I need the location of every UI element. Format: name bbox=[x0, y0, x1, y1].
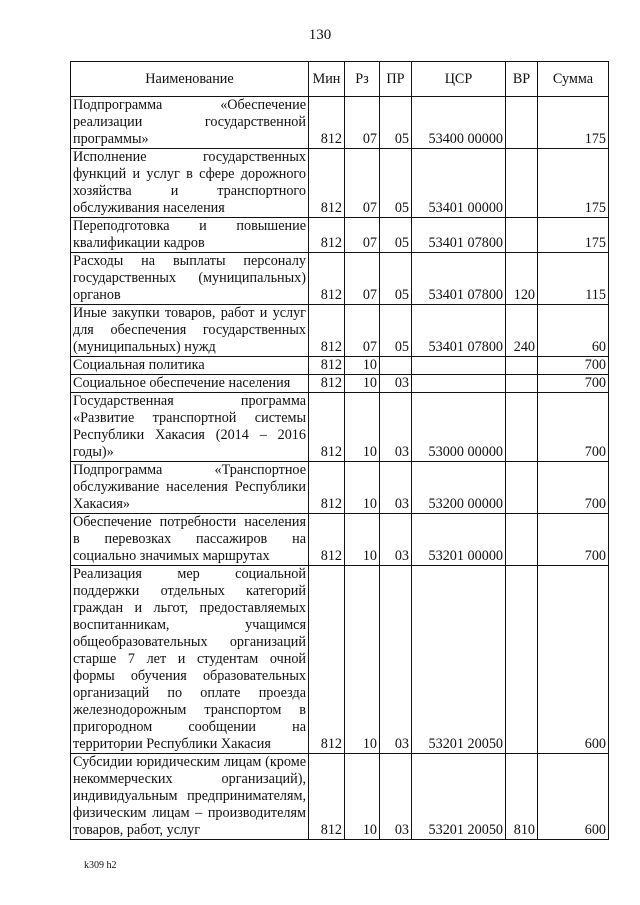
row-min: 812 bbox=[309, 149, 345, 218]
row-sum: 700 bbox=[538, 393, 609, 462]
row-rz: 10 bbox=[345, 393, 380, 462]
row-pr: 05 bbox=[380, 305, 412, 357]
row-sum: 175 bbox=[538, 97, 609, 149]
row-name: Субсидии юридическим лицам (кроме некоммерческих организаций), индивидуальным предпринимателям, физическим лицам – производителям товаров, работ, услуг bbox=[71, 754, 309, 840]
header-name: Наименование bbox=[71, 62, 309, 97]
header-csr: ЦСР bbox=[412, 62, 506, 97]
row-rz: 07 bbox=[345, 218, 380, 253]
header-vr: ВР bbox=[506, 62, 538, 97]
row-sum: 115 bbox=[538, 253, 609, 305]
row-csr: 53401 07800 bbox=[412, 218, 506, 253]
row-rz: 10 bbox=[345, 375, 380, 393]
row-name: Социальная политика bbox=[71, 357, 309, 375]
row-rz: 07 bbox=[345, 149, 380, 218]
row-csr: 53201 20050 bbox=[412, 754, 506, 840]
row-min: 812 bbox=[309, 357, 345, 375]
row-name: Расходы на выплаты персоналу государственных (муниципальных) органов bbox=[71, 253, 309, 305]
row-name: Социальное обеспечение населения bbox=[71, 375, 309, 393]
row-sum: 600 bbox=[538, 754, 609, 840]
row-vr bbox=[506, 149, 538, 218]
row-min: 812 bbox=[309, 393, 345, 462]
row-sum: 600 bbox=[538, 566, 609, 754]
table-row bbox=[71, 357, 609, 375]
row-csr bbox=[412, 375, 506, 393]
table-row bbox=[71, 97, 609, 149]
row-name: Переподготовка и повышение квалификации кадров bbox=[71, 218, 309, 253]
budget-table bbox=[70, 61, 609, 840]
table-body bbox=[71, 97, 609, 840]
row-vr: 120 bbox=[506, 253, 538, 305]
table-row bbox=[71, 754, 609, 840]
row-pr: 03 bbox=[380, 514, 412, 566]
row-name: Иные закупки товаров, работ и услуг для обеспечения государственных (муниципальных) нужд bbox=[71, 305, 309, 357]
row-name: Обеспечение потребности населения в перевозках пассажиров на социально значимых маршрутах bbox=[71, 514, 309, 566]
page-number: 130 bbox=[308, 27, 332, 43]
table-row bbox=[71, 305, 609, 357]
row-name: Подпрограмма «Транспортное обслуживание населения Республики Хакасия» bbox=[71, 462, 309, 514]
row-csr: 53401 00000 bbox=[412, 149, 506, 218]
table-row bbox=[71, 149, 609, 218]
row-min: 812 bbox=[309, 462, 345, 514]
row-name: Подпрограмма «Обеспечение реализации государственной программы» bbox=[71, 97, 309, 149]
row-sum: 60 bbox=[538, 305, 609, 357]
row-vr bbox=[506, 375, 538, 393]
row-pr: 03 bbox=[380, 754, 412, 840]
row-pr: 05 bbox=[380, 253, 412, 305]
row-min: 812 bbox=[309, 566, 345, 754]
row-csr: 53201 00000 bbox=[412, 514, 506, 566]
row-min: 812 bbox=[309, 253, 345, 305]
row-sum: 700 bbox=[538, 357, 609, 375]
row-name: Реализация мер социальной поддержки отдельных категорий граждан и льгот, предоставляемых воспитанникам, учащимся общеобразовательных организаций старше 7 лет и студентам очной формы обучения образовательных организаций по оплате проезда железнодорожным транспортом в пригородном сообщении на территории Республики Хакасия bbox=[71, 566, 309, 754]
row-rz: 07 bbox=[345, 253, 380, 305]
header-rz: Рз bbox=[345, 62, 380, 97]
row-vr bbox=[506, 97, 538, 149]
row-rz: 10 bbox=[345, 566, 380, 754]
row-name: Исполнение государственных функций и услуг в сфере дорожного хозяйства и транспортного обслуживания населения bbox=[71, 149, 309, 218]
row-name: Государственная программа «Развитие транспортной системы Республики Хакасия (2014 – 2016 годы)» bbox=[71, 393, 309, 462]
row-rz: 10 bbox=[345, 462, 380, 514]
row-min: 812 bbox=[309, 375, 345, 393]
row-min: 812 bbox=[309, 754, 345, 840]
header-pr: ПР bbox=[380, 62, 412, 97]
row-vr bbox=[506, 566, 538, 754]
row-sum: 700 bbox=[538, 514, 609, 566]
table-row bbox=[71, 253, 609, 305]
row-pr: 03 bbox=[380, 462, 412, 514]
header-sum: Сумма bbox=[538, 62, 609, 97]
row-sum: 700 bbox=[538, 462, 609, 514]
row-rz: 07 bbox=[345, 305, 380, 357]
row-vr bbox=[506, 357, 538, 375]
row-pr: 03 bbox=[380, 375, 412, 393]
row-csr bbox=[412, 357, 506, 375]
row-sum: 700 bbox=[538, 375, 609, 393]
row-pr: 05 bbox=[380, 97, 412, 149]
row-sum: 175 bbox=[538, 218, 609, 253]
table-row bbox=[71, 462, 609, 514]
row-vr bbox=[506, 462, 538, 514]
table-row bbox=[71, 218, 609, 253]
footer-code: k309 h2 bbox=[84, 860, 117, 871]
row-rz: 10 bbox=[345, 754, 380, 840]
row-vr bbox=[506, 514, 538, 566]
table-row bbox=[71, 566, 609, 754]
header-min: Мин bbox=[309, 62, 345, 97]
row-min: 812 bbox=[309, 514, 345, 566]
row-csr: 53201 20050 bbox=[412, 566, 506, 754]
row-min: 812 bbox=[309, 97, 345, 149]
row-csr: 53000 00000 bbox=[412, 393, 506, 462]
row-csr: 53400 00000 bbox=[412, 97, 506, 149]
row-rz: 10 bbox=[345, 357, 380, 375]
row-pr: 05 bbox=[380, 218, 412, 253]
row-vr bbox=[506, 393, 538, 462]
row-csr: 53200 00000 bbox=[412, 462, 506, 514]
row-sum: 175 bbox=[538, 149, 609, 218]
row-pr bbox=[380, 357, 412, 375]
table-row bbox=[71, 375, 609, 393]
row-rz: 10 bbox=[345, 514, 380, 566]
row-vr bbox=[506, 218, 538, 253]
table-row bbox=[71, 393, 609, 462]
row-vr: 810 bbox=[506, 754, 538, 840]
row-rz: 07 bbox=[345, 97, 380, 149]
row-pr: 05 bbox=[380, 149, 412, 218]
row-min: 812 bbox=[309, 305, 345, 357]
row-pr: 03 bbox=[380, 566, 412, 754]
row-vr: 240 bbox=[506, 305, 538, 357]
row-csr: 53401 07800 bbox=[412, 305, 506, 357]
row-csr: 53401 07800 bbox=[412, 253, 506, 305]
row-pr: 03 bbox=[380, 393, 412, 462]
table-row bbox=[71, 514, 609, 566]
table-header-row bbox=[71, 62, 609, 97]
row-min: 812 bbox=[309, 218, 345, 253]
